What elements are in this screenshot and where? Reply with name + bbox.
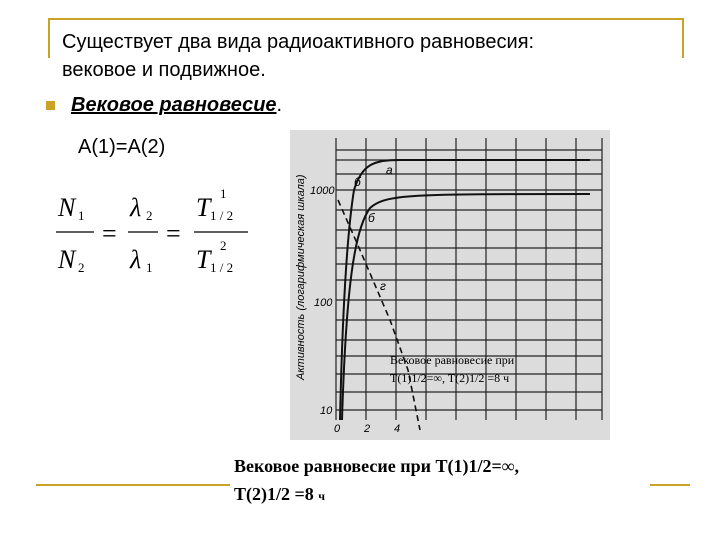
curve-label-b2: б: [368, 211, 375, 225]
graph-caption: [234, 452, 654, 510]
formula-n1-sub: 1: [78, 208, 85, 223]
top-left-tick: [48, 18, 50, 58]
x-tick-4: 4: [394, 423, 401, 435]
graph-overlay-line-1: Вековое равновесие при: [390, 353, 515, 367]
caption-line-1: Вековое равновесие при T(1)1/2=∞,: [234, 456, 520, 476]
graph-svg: [290, 130, 610, 440]
graph-y-label: Активность (логарифмическая шкала): [295, 174, 307, 380]
formula-lambda-num: λ: [130, 193, 142, 222]
formula-t-den-sub: 1 / 2: [210, 260, 234, 275]
intro-line-1: Существует два вида радиоактивного равновесия:: [62, 31, 535, 53]
bullet-suffix: .: [276, 94, 283, 116]
curve-label-a: a: [386, 163, 393, 177]
bullet-label: Вековое равновесие: [71, 94, 277, 116]
equilibrium-formula: [50, 180, 260, 290]
bullet-item: [46, 94, 282, 117]
intro-line-2: вековое и подвижное.: [62, 59, 266, 81]
formula-eq-2: =: [166, 219, 181, 248]
activity-graph: [290, 130, 610, 440]
bottom-rule-left: [36, 484, 230, 486]
formula-t-num-sup: 1: [220, 186, 227, 201]
formula-svg: [50, 180, 260, 290]
formula-t-den: T: [196, 245, 211, 274]
caption-line-2-unit: ч: [318, 489, 326, 503]
y-tick-100: 100: [314, 297, 333, 309]
formula-t-num-sub: 1 / 2: [210, 208, 234, 223]
formula-n2-sub: 2: [78, 260, 85, 275]
graph-background: [290, 130, 610, 440]
top-rule: [48, 18, 684, 20]
formula-n1: N: [58, 193, 76, 222]
graph-overlay-line-2: T(1)1/2=∞, T(2)1/2 =8 ч: [390, 371, 510, 385]
activity-equality: A(1)=A(2): [78, 136, 166, 158]
formula-t-den-sup: 2: [220, 238, 227, 253]
y-tick-1000: 1000: [310, 185, 335, 197]
intro-text: [62, 28, 702, 84]
curve-label-b1: б: [354, 175, 361, 189]
curve-label-g: г: [380, 279, 386, 293]
formula-lambda-den: λ: [130, 245, 142, 274]
formula-lambda-num-sub: 2: [146, 208, 153, 223]
bullet-square-icon: [46, 101, 55, 110]
x-tick-0: 0: [334, 423, 341, 435]
caption-line-2: [234, 480, 654, 510]
formula-lambda-den-sub: 1: [146, 260, 153, 275]
caption-line-2-main: T(2)1/2 =8: [234, 484, 314, 504]
formula-eq-1: =: [102, 219, 117, 248]
bottom-rule-right: [650, 484, 690, 486]
y-tick-10: 10: [320, 405, 333, 417]
x-tick-2: 2: [364, 423, 371, 435]
formula-t-num: T: [196, 193, 211, 222]
formula-n2: N: [58, 245, 76, 274]
